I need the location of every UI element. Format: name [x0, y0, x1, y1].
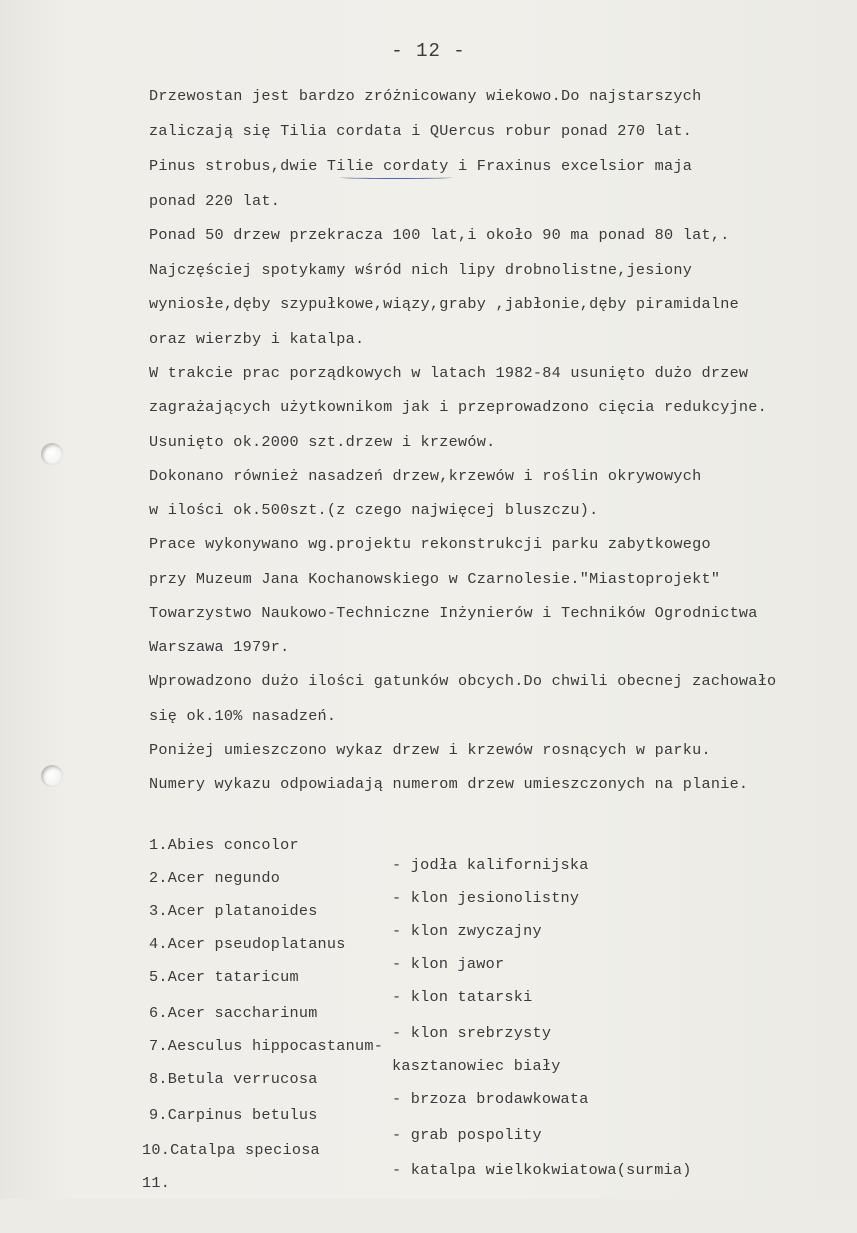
species-latin-name: 10.Catalpa speciosa: [142, 1141, 320, 1159]
species-latin-name: 1.Abies concolor: [149, 836, 299, 854]
species-latin-name: 5.Acer tataricum: [149, 968, 299, 986]
species-polish-name: - klon jawor: [392, 955, 505, 973]
species-polish-name: - klon tatarski: [392, 988, 533, 1006]
text-line: przy Muzeum Jana Kochanowskiego w Czarnolesie."Miastoprojekt": [149, 570, 721, 588]
species-latin-name: 8.Betula verrucosa: [149, 1070, 318, 1088]
text-line: Dokonano również nasadzeń drzew,krzewów i roślin okrywowych: [149, 467, 702, 485]
species-polish-name: - klon srebrzysty: [392, 1024, 552, 1042]
text-line: Ponad 50 drzew przekracza 100 lat,i około 90 ma ponad 80 lat,.: [149, 226, 730, 244]
species-list-item: [142, 1153, 179, 1233]
species-latin-name: 4.Acer pseudoplatanus: [149, 935, 346, 953]
text-line: Pinus strobus,dwie Tilie cordaty i Fraxinus excelsior maja: [149, 157, 693, 175]
species-polish-name: - klon jesionolistny: [392, 889, 580, 907]
species-latin-name: 2.Acer negundo: [149, 869, 281, 887]
text-line: Poniżej umieszczono wykaz drzew i krzewów rosnących w parku.: [149, 741, 711, 759]
text-line: Usunięto ok.2000 szt.drzew i krzewów.: [149, 433, 496, 451]
species-polish-name: - jodła kalifornijska: [392, 856, 589, 874]
text-line: Warszawa 1979r.: [149, 638, 290, 656]
species-polish-name: kasztanowiec biały: [392, 1057, 561, 1075]
text-line: Drzewostan jest bardzo zróżnicowany wiekowo.Do najstarszych: [149, 87, 702, 105]
text-line: Najczęściej spotykamy wśród nich lipy drobnolistne,jesiony: [149, 261, 693, 279]
species-latin-name: 6.Acer saccharinum: [149, 1004, 318, 1022]
punch-hole-lower: [41, 765, 63, 787]
handwritten-underline: [340, 176, 452, 179]
species-polish-name: - klon zwyczajny: [392, 922, 542, 940]
text-line: Wprowadzono dużo ilości gatunków obcych.Do chwili obecnej zachowało: [149, 672, 777, 690]
species-polish-name: - grab pospolity: [392, 1126, 542, 1144]
text-line: ponad 220 lat.: [149, 192, 281, 210]
text-line: wyniosłe,dęby szypułkowe,wiązy,graby ,jabłonie,dęby piramidalne: [149, 295, 739, 313]
text-line: W trakcie prac porządkowych w latach 1982-84 usunięto dużo drzew: [149, 364, 749, 382]
page-number: - 12 -: [391, 40, 466, 62]
species-latin-name: 3.Acer platanoides: [149, 902, 318, 920]
text-line: Towarzystwo Naukowo-Techniczne Inżynierów i Techników Ogrodnictwa: [149, 604, 758, 622]
text-line: w ilości ok.500szt.(z czego najwięcej bluszczu).: [149, 501, 599, 519]
punch-hole-upper: [41, 443, 63, 465]
text-line: oraz wierzby i katalpa.: [149, 330, 365, 348]
text-line: zagrażających użytkownikom jak i przeprowadzono cięcia redukcyjne.: [149, 398, 768, 416]
text-line: się ok.10% nasadzeń.: [149, 707, 337, 725]
species-polish-name: - katalpa wielkokwiatowa(surmia): [392, 1161, 692, 1179]
species-latin-name: 9.Carpinus betulus: [149, 1106, 318, 1124]
text-line: zaliczają się Tilia cordata i QUercus robur ponad 270 lat.: [149, 122, 693, 140]
species-latin-name: 7.Aesculus hippocastanum-: [149, 1037, 384, 1055]
species-polish-name: - brzoza brodawkowata: [392, 1090, 589, 1108]
text-line: Numery wykazu odpowiadają numerom drzew umieszczonych na planie.: [149, 775, 749, 793]
species-latin-name: 11.: [142, 1174, 171, 1192]
text-line: Prace wykonywano wg.projektu rekonstrukcji parku zabytkowego: [149, 535, 711, 553]
